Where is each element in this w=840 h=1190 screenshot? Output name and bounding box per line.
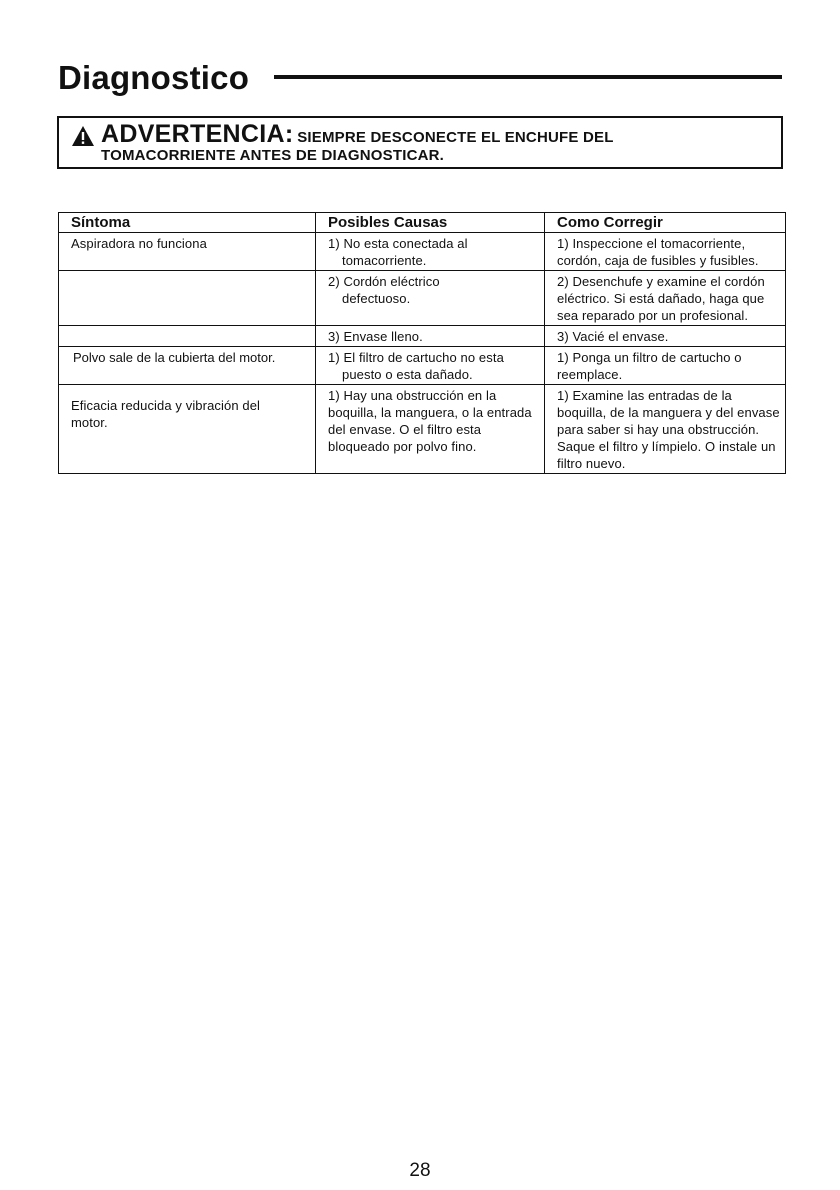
fix-cell: 2) Desenchufe y examine el cordón eléctrico. Si está dañado, haga que sea reparado por un profesional.	[545, 271, 786, 326]
table-row	[59, 233, 786, 271]
page-header	[58, 58, 783, 98]
cause-line: defectuoso.	[342, 291, 411, 306]
fix-cell: 1) Inspeccione el tomacorriente, cordón, caja de fusibles y fusibles.	[545, 233, 786, 271]
warning-triangle-icon	[71, 125, 95, 147]
cause-line: 1) No esta conectada al	[328, 236, 468, 251]
warning-line-1	[101, 120, 614, 149]
warning-word: ADVERTENCIA	[101, 120, 285, 148]
table-row	[59, 326, 786, 347]
fix-cell: 1) Examine las entradas de la boquilla, de la manguera y del envase para saber si hay una obstrucción. Saque el filtro y límpielo. O instale un filtro nuevo.	[545, 385, 786, 474]
cause-line: 1) El filtro de cartucho no esta	[328, 350, 504, 365]
diagnostic-table	[58, 212, 786, 474]
page-number: 28	[409, 1160, 431, 1181]
table-row	[59, 347, 786, 385]
symptom-cell	[59, 271, 316, 326]
cause-cell: 1) Hay una obstrucción en la boquilla, la manguera, o la entrada del envase. O el filtro esta bloqueado por polvo fino.	[316, 385, 545, 474]
title-rule	[274, 75, 782, 79]
cause-line: puesto o esta dañado.	[342, 367, 473, 382]
cause-line: 3) Envase lleno.	[328, 329, 423, 344]
warning-text-1: SIEMPRE DESCONECTE EL ENCHUFE DEL	[297, 129, 614, 146]
fix-cell: 3) Vacié el envase.	[545, 326, 786, 347]
table-row	[59, 385, 786, 474]
cause-line: tomacorriente.	[342, 253, 427, 268]
header-causes: Posibles Causas	[316, 213, 545, 233]
symptom-cell: Aspiradora no funciona	[59, 233, 316, 271]
table-row	[59, 271, 786, 326]
cause-line: 2) Cordón eléctrico	[328, 274, 440, 289]
header-fix: Como Corregir	[545, 213, 786, 233]
header-symptom: Síntoma	[59, 213, 316, 233]
cause-cell	[316, 347, 545, 385]
page-title: Diagnostico	[58, 59, 250, 96]
symptom-cell: Polvo sale de la cubierta del motor.	[59, 347, 316, 385]
warning-text-2: TOMACORRIENTE ANTES DE DIAGNOSTICAR.	[101, 147, 445, 164]
warning-box	[57, 116, 783, 169]
cause-cell	[316, 271, 545, 326]
symptom-cell: Eficacia reducida y vibración del motor.	[59, 385, 316, 474]
symptom-cell	[59, 326, 316, 347]
fix-cell: 1) Ponga un filtro de cartucho o reemplace.	[545, 347, 786, 385]
cause-cell	[316, 233, 545, 271]
table-header-row	[59, 213, 786, 233]
cause-cell	[316, 326, 545, 347]
warning-colon: :	[284, 120, 294, 148]
